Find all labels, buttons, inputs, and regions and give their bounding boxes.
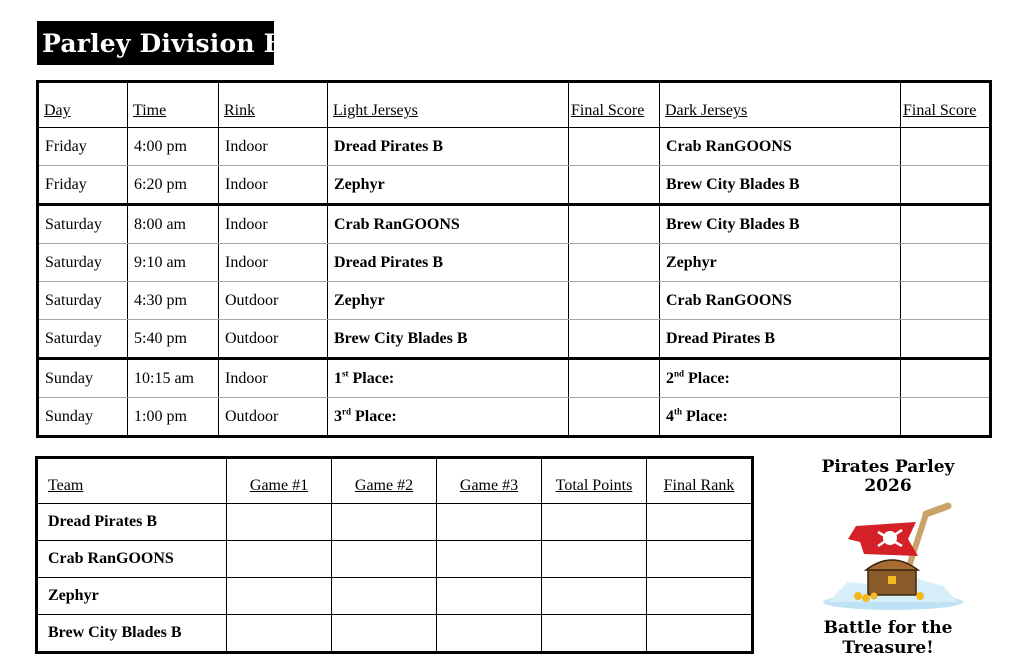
light-placement-cell — [328, 398, 569, 437]
schedule-row — [38, 244, 991, 282]
dark-team-cell: Crab RanGOONS — [660, 128, 901, 166]
placement-label: Place: — [351, 407, 397, 425]
flag-shape — [848, 522, 918, 556]
placement-label: Place: — [682, 407, 728, 425]
page-title: Parley Division B — [37, 21, 274, 65]
game-2-cell[interactable] — [332, 615, 437, 653]
header-rink: Rink — [219, 82, 328, 128]
team-name-cell: Dread Pirates B — [37, 504, 227, 541]
day-cell: Saturday — [38, 205, 128, 244]
day-cell: Saturday — [38, 282, 128, 320]
game-1-cell[interactable] — [227, 504, 332, 541]
chest-lock — [888, 576, 896, 584]
header-game-2: Game #2 — [332, 458, 437, 504]
day-cell: Sunday — [38, 359, 128, 398]
rink-cell: Indoor — [219, 205, 328, 244]
dark-score-cell[interactable] — [901, 128, 991, 166]
schedule-header-row — [38, 82, 991, 128]
schedule-table — [36, 80, 992, 438]
game-2-cell[interactable] — [332, 504, 437, 541]
dark-score-cell[interactable] — [901, 320, 991, 359]
dark-score-cell[interactable] — [901, 282, 991, 320]
light-score-cell[interactable] — [569, 166, 660, 205]
treasure-chest-flag-icon — [808, 484, 968, 614]
game-2-cell[interactable] — [332, 541, 437, 578]
team-name-cell: Zephyr — [37, 578, 227, 615]
coin-icon — [854, 592, 862, 600]
schedule-row — [38, 128, 991, 166]
placement-suffix: st — [342, 368, 349, 379]
header-dark-jerseys: Dark Jerseys — [660, 82, 901, 128]
day-cell: Friday — [38, 128, 128, 166]
coin-icon — [862, 594, 870, 602]
time-cell: 1:00 pm — [128, 398, 219, 437]
time-cell: 6:20 pm — [128, 166, 219, 205]
placement-number: 2 — [666, 369, 674, 387]
game-3-cell[interactable] — [437, 541, 542, 578]
dark-score-cell[interactable] — [901, 166, 991, 205]
standings-header-row — [37, 458, 753, 504]
dark-team-cell: Brew City Blades B — [660, 205, 901, 244]
schedule-row — [38, 166, 991, 205]
header-time: Time — [128, 82, 219, 128]
dark-team-cell: Dread Pirates B — [660, 320, 901, 359]
light-score-cell[interactable] — [569, 128, 660, 166]
time-cell: 9:10 am — [128, 244, 219, 282]
light-score-cell[interactable] — [569, 205, 660, 244]
game-3-cell[interactable] — [437, 504, 542, 541]
light-team-cell: Zephyr — [328, 166, 569, 205]
dark-team-cell: Crab RanGOONS — [660, 282, 901, 320]
game-1-cell[interactable] — [227, 578, 332, 615]
time-cell: 4:00 pm — [128, 128, 219, 166]
time-cell: 4:30 pm — [128, 282, 219, 320]
header-game-1: Game #1 — [227, 458, 332, 504]
dark-placement-cell — [660, 398, 901, 437]
logo-title-year: 2026 — [864, 476, 912, 496]
placement-suffix: rd — [342, 406, 351, 417]
header-final-score-light: Final Score — [569, 82, 660, 128]
game-3-cell[interactable] — [437, 615, 542, 653]
total-points-cell[interactable] — [542, 504, 647, 541]
final-rank-cell[interactable] — [647, 504, 753, 541]
standings-row — [37, 578, 753, 615]
light-score-cell[interactable] — [569, 244, 660, 282]
dark-score-cell[interactable] — [901, 359, 991, 398]
schedule-row — [38, 359, 991, 398]
placement-label: Place: — [348, 369, 395, 387]
placement-suffix: nd — [674, 368, 685, 379]
light-team-cell: Dread Pirates B — [328, 244, 569, 282]
standings-table — [35, 456, 754, 654]
time-cell: 10:15 am — [128, 359, 219, 398]
dark-team-cell: Zephyr — [660, 244, 901, 282]
schedule-row — [38, 205, 991, 244]
standings-row — [37, 615, 753, 653]
rink-cell: Outdoor — [219, 320, 328, 359]
schedule-row — [38, 398, 991, 437]
standings-row — [37, 541, 753, 578]
game-1-cell[interactable] — [227, 615, 332, 653]
total-points-cell[interactable] — [542, 578, 647, 615]
dark-score-cell[interactable] — [901, 398, 991, 437]
light-score-cell[interactable] — [569, 398, 660, 437]
light-team-cell: Zephyr — [328, 282, 569, 320]
header-game-3: Game #3 — [437, 458, 542, 504]
final-rank-cell[interactable] — [647, 578, 753, 615]
placement-number: 1 — [334, 369, 342, 387]
placement-label: Place: — [684, 369, 730, 387]
pirates-parley-logo — [788, 454, 988, 658]
coin-icon — [916, 592, 924, 600]
light-team-cell: Dread Pirates B — [328, 128, 569, 166]
team-name-cell: Brew City Blades B — [37, 615, 227, 653]
standings-row — [37, 504, 753, 541]
logo-tagline: Battle for the Treasure! — [823, 618, 953, 658]
time-cell: 5:40 pm — [128, 320, 219, 359]
coin-icon — [871, 593, 878, 600]
final-rank-cell[interactable] — [647, 615, 753, 653]
day-cell: Friday — [38, 166, 128, 205]
light-team-cell: Crab RanGOONS — [328, 205, 569, 244]
header-day: Day — [38, 82, 128, 128]
header-team: Team — [37, 458, 227, 504]
rink-cell: Indoor — [219, 244, 328, 282]
light-score-cell[interactable] — [569, 282, 660, 320]
game-1-cell[interactable] — [227, 541, 332, 578]
rink-cell: Indoor — [219, 166, 328, 205]
dark-placement-cell — [660, 359, 901, 398]
dark-team-cell: Brew City Blades B — [660, 166, 901, 205]
dark-score-cell[interactable] — [901, 244, 991, 282]
game-2-cell[interactable] — [332, 578, 437, 615]
game-3-cell[interactable] — [437, 578, 542, 615]
day-cell: Saturday — [38, 244, 128, 282]
rink-cell: Indoor — [219, 128, 328, 166]
header-light-jerseys: Light Jerseys — [328, 82, 569, 128]
day-cell: Saturday — [38, 320, 128, 359]
team-name-cell: Crab RanGOONS — [37, 541, 227, 578]
light-score-cell[interactable] — [569, 359, 660, 398]
light-placement-cell — [328, 359, 569, 398]
hockey-stick-blade — [926, 506, 948, 514]
rink-cell: Outdoor — [219, 282, 328, 320]
header-final-score-dark: Final Score — [901, 82, 991, 128]
placement-suffix: th — [674, 406, 683, 417]
header-final-rank: Final Rank — [647, 458, 753, 504]
light-score-cell[interactable] — [569, 320, 660, 359]
logo-title-line1: Pirates Parley — [821, 457, 955, 477]
header-total-points: Total Points — [542, 458, 647, 504]
day-cell: Sunday — [38, 398, 128, 437]
light-team-cell: Brew City Blades B — [328, 320, 569, 359]
placement-number: 3 — [334, 407, 342, 425]
rink-cell: Outdoor — [219, 398, 328, 437]
time-cell: 8:00 am — [128, 205, 219, 244]
final-rank-cell[interactable] — [647, 541, 753, 578]
dark-score-cell[interactable] — [901, 205, 991, 244]
placement-number: 4 — [666, 407, 674, 425]
total-points-cell[interactable] — [542, 615, 647, 653]
schedule-row — [38, 320, 991, 359]
rink-cell: Indoor — [219, 359, 328, 398]
schedule-row — [38, 282, 991, 320]
total-points-cell[interactable] — [542, 541, 647, 578]
